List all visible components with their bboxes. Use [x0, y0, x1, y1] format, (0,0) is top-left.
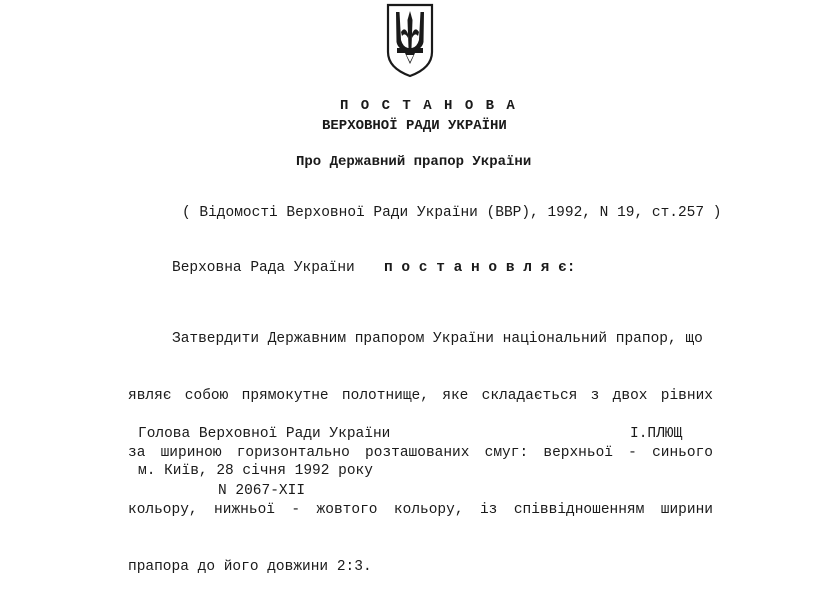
body-line: за шириною горизонтально розташованих смуг: верхньої - синього: [128, 445, 713, 461]
resolution-body: [128, 293, 713, 596]
body-line: Затвердити Державним прапором України національний прапор, що: [172, 331, 703, 347]
enacting-prefix: Верховна Рада України: [172, 260, 355, 276]
issuer-heading: ВЕРХОВНОЇ РАДИ УКРАЇНИ: [322, 118, 507, 134]
body-line: являє собою прямокутне полотнище, яке складається з двох рівних: [128, 388, 713, 404]
document-subject: Про Державний прапор України: [296, 154, 532, 170]
signatory-name: І.ПЛЮЩ: [630, 426, 683, 442]
source-citation: ( Відомості Верховної Ради України (ВВР), 1992, N 19, ст.257 ): [182, 205, 722, 221]
body-line: кольору, нижньої - жовтого кольору, із співвідношенням ширини: [128, 502, 713, 518]
coat-of-arms-trident-icon: [384, 2, 436, 78]
document-number: N 2067-XII: [218, 483, 306, 499]
signatory-title: Голова Верховної Ради України: [138, 426, 391, 442]
body-line: прапора до його довжини 2:3.: [128, 559, 372, 575]
document-type-heading: П О С Т А Н О В А: [340, 98, 517, 114]
enacting-verb: п о с т а н о в л я є:: [384, 260, 576, 276]
place-and-date: м. Київ, 28 січня 1992 року: [138, 463, 373, 479]
